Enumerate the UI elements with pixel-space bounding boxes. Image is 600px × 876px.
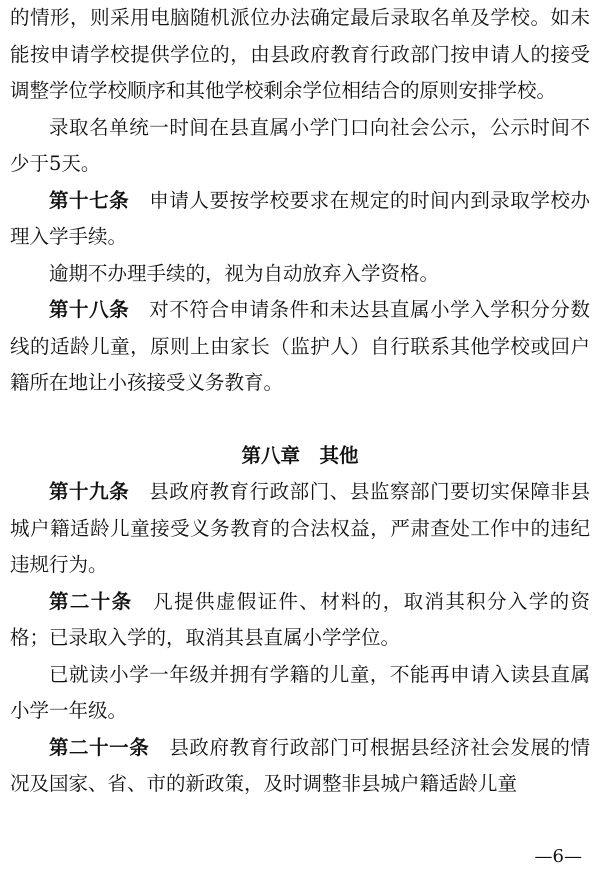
paragraph xyxy=(10,256,590,293)
article-number: 第二十条 xyxy=(49,589,133,613)
paragraph-text: 县政府教育行政部门、县监察部门要切实保障非县城户籍适龄儿童接受义务教育的合法权益，严肃查处工作中的违纪违规行为。 xyxy=(10,480,590,576)
paragraph-text: 录取名单统一时间在县直属小学门口向社会公示，公示时间不少于5天。 xyxy=(10,115,590,175)
paragraph-text: 逾期不办理手续的，视为自动放弃入学资格。 xyxy=(49,261,440,285)
chapter-title: 第八章 其他 xyxy=(241,443,359,467)
paragraph xyxy=(10,474,590,584)
article-number: 第十九条 xyxy=(49,480,130,503)
paragraph xyxy=(10,183,590,256)
paragraph xyxy=(10,292,590,402)
paragraph-text: 对不符合申请条件和未达县直属小学入学积分分数线的适龄儿童，原则上由家长（监护人）自行联系其他学校或回户籍所在地让小孩接受义务教育。 xyxy=(10,298,590,394)
section-1 xyxy=(10,0,590,402)
paragraph xyxy=(10,730,590,803)
paragraph xyxy=(10,110,590,183)
section-2 xyxy=(10,474,590,803)
article-number: 第十七条 xyxy=(49,188,130,212)
page-number: —6— xyxy=(534,846,582,867)
article-number: 第二十一条 xyxy=(49,735,150,759)
paragraph-text: 的情形，则采用电脑随机派位办法确定最后录取名单及学校。如未能按申请学校提供学位的，由县政府教育行政部门按申请人的接受调整学位学校顺序和其他学校剩余学位相结合的原则安排学校。 xyxy=(10,6,590,102)
paragraph xyxy=(10,657,590,730)
paragraph-text: 县政府教育行政部门可根据县经济社会发展的情况及国家、省、市的新政策，及时调整非县城户籍适龄儿童 xyxy=(10,735,590,795)
article-number: 第十八条 xyxy=(49,298,130,321)
paragraph-text: 凡提供虚假证件、材料的，取消其积分入学的资格；已录取入学的，取消其县直属小学学位。 xyxy=(10,589,590,649)
paragraph-text: 申请人要按学校要求在规定的时间内到录取学校办理入学手续。 xyxy=(10,188,590,248)
paragraph xyxy=(10,0,590,110)
paragraph-text: 已就读小学一年级并拥有学籍的儿童，不能再申请入读县直属小学一年级。 xyxy=(10,662,590,722)
paragraph xyxy=(10,584,590,657)
